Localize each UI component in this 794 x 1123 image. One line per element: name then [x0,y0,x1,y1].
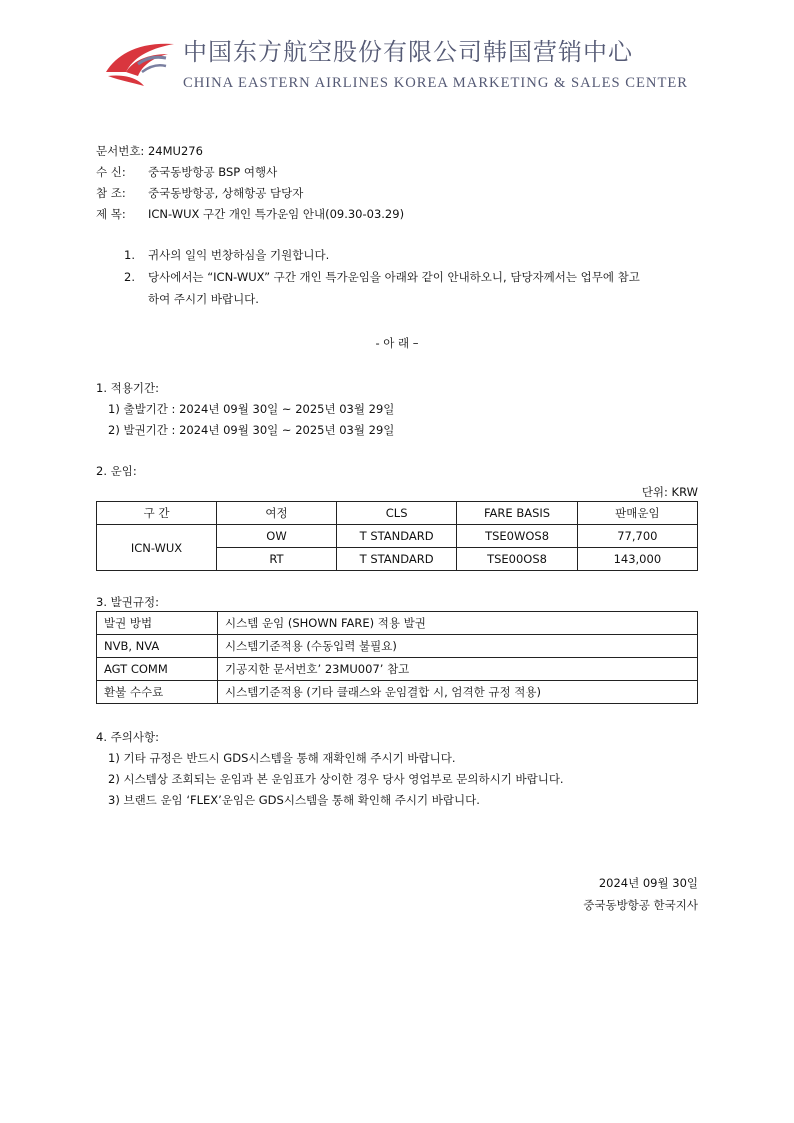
intro-text: 당사에서는 “ICN-WUX” 구간 개인 특가운임을 아래와 같이 안내하오니, 담당자께서는 업무에 참고 [148,270,640,284]
section-3-title: 3. 발권규정: [96,595,159,609]
route-cell: ICN-WUX [97,525,217,571]
recipient-line [96,164,277,180]
notice-heading: - 아 래 – [375,336,419,350]
table-row [97,681,698,704]
doc-number: 문서번호: 24MU276 [96,144,203,158]
signature-line: 중국동방항공 한국지사 [583,898,698,912]
rule-key-cell: NVB, NVA [97,635,218,658]
intro-item [96,247,329,263]
header-cell: 구 간 [97,502,217,525]
company-name-english: CHINA EASTERN AIRLINES KOREA MARKETING & SALES CENTER [183,75,689,91]
section-4-title: 4. 주의사항: [96,730,159,744]
intro-text-continued: 하여 주시기 바랍니다. [148,292,259,306]
fare-table [96,501,698,571]
section-2-title: 2. 운임: [96,464,137,478]
rule-value-cell: 기공지한 문서번호’ 23MU007’ 참고 [218,658,698,681]
period-item: 2) 발권기간 : 2024년 09월 30일 ~ 2025년 03월 29일 [108,423,395,437]
trip-cell: RT [217,548,337,571]
table-row [97,658,698,681]
reference-line [96,185,303,201]
subject-label: 제 목: [96,207,126,221]
class-cell: T STANDARD [336,548,456,571]
table-row [97,525,698,548]
currency-unit: 단위: KRW [641,485,698,499]
period-item: 1) 출발기간 : 2024년 09월 30일 ~ 2025년 03월 29일 [108,402,395,416]
fare-cell: 77,700 [577,525,697,548]
section-1-title: 1. 적용기간: [96,381,159,395]
intro-item [96,269,640,285]
intro-text: 귀사의 일익 번창하심을 기원합니다. [148,248,330,262]
header-cell: CLS [336,502,456,525]
subject-line [96,206,404,222]
rule-value-cell: 시스템 운임 (SHOWN FARE) 적용 발권 [218,612,698,635]
header-cell: 여정 [217,502,337,525]
document-date: 2024년 09월 30일 [598,876,698,890]
reference-value: 중국동방항공, 상해항공 담당자 [148,186,304,200]
fare-basis-cell: TSE00OS8 [457,548,577,571]
caution-item: 1) 기타 규정은 반드시 GDS시스템을 통해 재확인해 주시기 바랍니다. [108,751,456,765]
rule-key-cell: 발권 방법 [97,612,218,635]
rule-key-cell: AGT COMM [97,658,218,681]
reference-label: 참 조: [96,186,126,200]
table-row [97,635,698,658]
recipient-label: 수 신: [96,165,126,179]
china-eastern-logo [104,34,176,88]
trip-cell: OW [217,525,337,548]
rule-value-cell: 시스템기준적용 (기타 클래스와 운임결합 시, 엄격한 규정 적용) [218,681,698,704]
intro-number: 1. [124,248,135,262]
company-name-chinese: 中国东方航空股份有限公司韩国营销中心 [183,38,633,66]
rule-key-cell: 환불 수수료 [97,681,218,704]
caution-item: 3) 브랜드 운임 ‘FLEX’운임은 GDS시스템을 통해 확인해 주시기 바랍니다. [108,793,480,807]
recipient-value: 중국동방항공 BSP 여행사 [148,165,278,179]
header-cell: FARE BASIS [457,502,577,525]
header-cell: 판매운임 [577,502,697,525]
fare-table-header-row [97,502,698,525]
intro-number: 2. [124,270,135,284]
subject-value: ICN-WUX 구간 개인 특가운임 안내(09.30-03.29) [148,207,405,221]
rule-value-cell: 시스템기준적용 (수동입력 불필요) [218,635,698,658]
caution-item: 2) 시스템상 조회되는 운임과 본 운임표가 상이한 경우 당사 영업부로 문의하시기 바랍니다. [108,772,564,786]
fare-basis-cell: TSE0WOS8 [457,525,577,548]
class-cell: T STANDARD [336,525,456,548]
ticketing-rules-table [96,611,698,704]
table-row [97,612,698,635]
fare-cell: 143,000 [577,548,697,571]
